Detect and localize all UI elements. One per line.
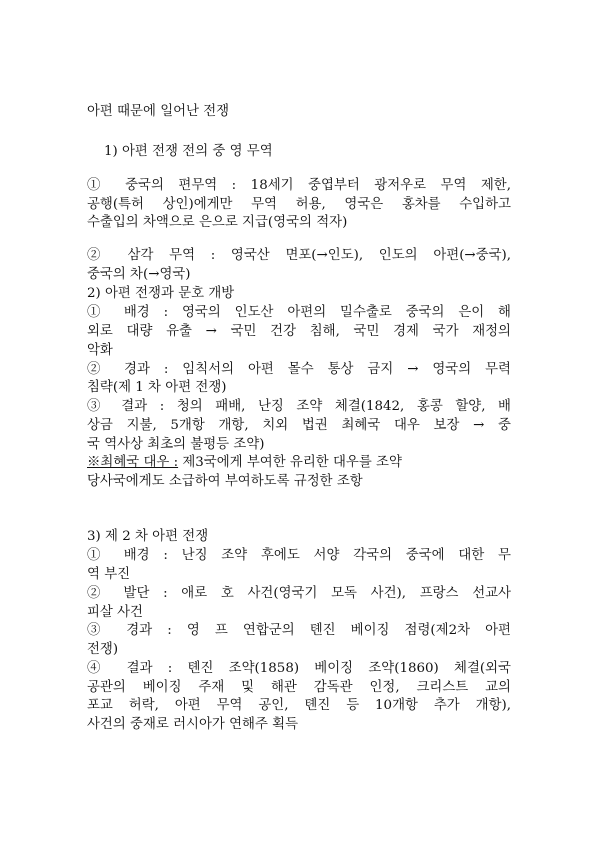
definition-term: ※최혜국 대우 :: [87, 455, 179, 470]
section-3-item-4-line-2: 공관의 베이징 주재 및 해관 감독관 인정, 크리스트 교의: [87, 680, 511, 695]
section-3-item-2-line-1: ② 발단 : 애로 호 사건(영국기 모독 사건), 프랑스 선교사: [87, 586, 511, 601]
section-3-item-1-line-2: 역 부진: [87, 567, 131, 582]
section-3-item-4-line-4: 사건의 중재로 러시아가 연해주 획득: [87, 717, 299, 732]
definition-note-line-2: 당사국에게도 소급하여 부여하도록 규정한 조항: [87, 474, 363, 489]
section-3-item-4-line-1: ④ 결과 : 톈진 조약(1858) 베이징 조약(1860) 체결(외국: [87, 661, 511, 676]
section-1-item-2-line-1: ② 삼각 무역 : 영국산 면포(→인도), 인도의 아편(→중국),: [87, 248, 511, 263]
section-2-item-3-line-1: ③ 결과 : 청의 패배, 난징 조약 체결(1842, 홍콩 할양, 배: [87, 399, 511, 414]
section-2-item-3-line-3: 국 역사상 최초의 불평등 조약): [87, 437, 265, 452]
definition-text: 제3국에게 부여한 유리한 대우를 조약: [178, 455, 402, 470]
section-2-item-3-line-2: 상금 지불, 5개항 개항, 치외 법권 최혜국 대우 보장 → 중: [87, 418, 511, 433]
definition-note-line-1: [87, 454, 511, 472]
section-3-item-2-line-2: 피살 사건: [87, 605, 143, 620]
section-2-heading: 2) 아편 전쟁과 문호 개방: [87, 286, 235, 301]
section-3-item-1-line-1: ① 배경 : 난징 조약 후에도 서양 각국의 중국에 대한 무: [87, 548, 511, 563]
section-2-item-1-line-2: 외로 대량 유출 → 국민 건강 침해, 국민 경제 국가 재정의: [87, 324, 511, 339]
section-2-item-2-line-2: 침략(제 1 차 아편 전쟁): [87, 380, 227, 395]
section-2-item-1-line-1: ① 배경 : 영국의 인도산 아편의 밀수출로 중국의 은이 해: [87, 305, 511, 320]
document-title: 아편 때문에 일어난 전쟁: [87, 104, 230, 119]
section-1-item-1-line-1: ① 중국의 편무역 : 18세기 중엽부터 광저우로 무역 제한,: [87, 178, 511, 193]
section-1-item-1-line-3: 수출입의 차액으로 은으로 지급(영국의 적자): [87, 215, 348, 230]
section-2-item-2-line-1: ② 경과 : 임칙서의 아편 몰수 통상 금지 → 영국의 무력: [87, 362, 511, 377]
section-3-item-3-line-2: 전쟁): [87, 642, 119, 657]
section-1-heading: 1) 아편 전쟁 전의 중 영 무역: [104, 144, 273, 159]
section-2-item-1-line-3: 악화: [87, 343, 113, 358]
section-3-heading: 3) 제 2 차 아편 전쟁: [87, 529, 209, 544]
section-1-item-2-line-2: 중국의 차(→영국): [87, 267, 191, 282]
section-1-item-1-line-2: 공행(특허 상인)에게만 무역 허용, 영국은 홍차를 수입하고: [87, 197, 511, 212]
section-3-item-4-line-3: 포교 허락, 아편 무역 공인, 톈진 등 10개항 추가 개항),: [87, 698, 511, 713]
section-3-item-3-line-1: ③ 경과 : 영 프 연합군의 톈진 베이징 점령(제2차 아편: [87, 623, 511, 638]
